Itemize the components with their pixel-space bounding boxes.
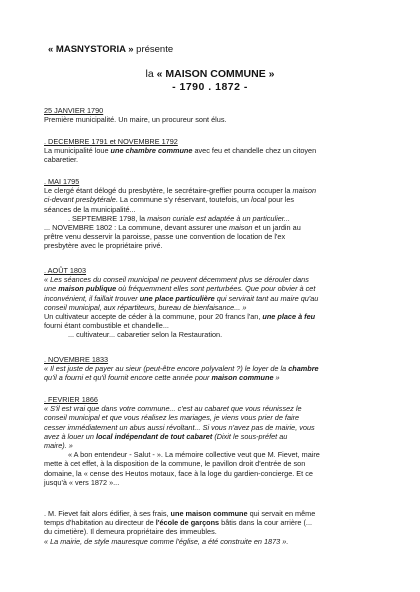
section-text: inconvénient, il faillait trouver xyxy=(44,293,140,303)
presenter-line xyxy=(48,44,173,55)
section-text: (Dixit le sous-préfet au xyxy=(212,431,288,441)
section-text: qui servirait tant au maire qu'au xyxy=(214,293,319,303)
section-text: prêtre venu desservir la paroisse, passe une convention de location de l'ex xyxy=(44,232,286,242)
section-emphasis: une place à feu xyxy=(262,312,316,322)
section-1833 xyxy=(44,355,389,383)
section-text: conseil municipal et que vous réalisez les mariages, je viens vous prier de faire xyxy=(44,413,300,423)
section-text: . M. Fievet fait alors édifier, à ses frais, xyxy=(44,509,171,518)
section-date: . NOVEMBRE 1833 xyxy=(44,355,109,364)
section-1873 xyxy=(44,509,389,546)
section-text: « S'il est vrai que dans votre commune... c'est au cabaret que vous réunissez le xyxy=(44,404,302,414)
section-text: « La mairie, de style mauresque comme l'église, a été construite en 1873 ». xyxy=(44,536,289,546)
section-emphasis: local xyxy=(251,195,267,205)
section-text: cesser immédiatement un abus aussi révoltant... Si vous n'avez pas de mairie, vous xyxy=(44,422,315,432)
section-text: conseil municipal, aux répartiteurs, bureau de bienfaisance... » xyxy=(44,302,247,312)
section-text: (peut-être encore polyvalent ?) xyxy=(143,364,243,374)
section-text: où fréquemment elles sont perturbées. Que pour obvier à cet xyxy=(116,284,316,294)
title-prefix: la xyxy=(145,68,157,80)
section-1866 xyxy=(44,395,389,487)
section-text: ... cultivateur... cabaretier selon la Restauration. xyxy=(68,330,223,340)
section-emphasis: maison curiale est adaptée à un particulier... xyxy=(147,213,291,223)
section-text: pour les xyxy=(266,195,295,205)
section-text: temps d'habitation au directeur de xyxy=(44,518,156,528)
section-emphasis: une chambre commune xyxy=(110,146,193,156)
section-text: . La commune s'y réservant, toutefois, un xyxy=(115,195,252,205)
section-text: du cimetière). Il demeura propriétaire des immeubles. xyxy=(44,527,217,537)
section-emphasis: l'école de garçons xyxy=(155,518,220,528)
section-text: presbytère avec le propriétaire privé. xyxy=(44,241,163,251)
section-text: mette à cet effet, à la disposition de la commune, le pavillon droit d'entrée de son xyxy=(44,459,306,469)
document-title xyxy=(0,68,420,80)
section-text: La municipalité loue xyxy=(44,146,111,156)
section-text: une xyxy=(44,284,59,294)
section-emphasis: local indépendant de tout cabaret xyxy=(95,431,213,441)
section-text: « A bon entendeur - Salut - ». La mémoire collective veut que M. Fievet, maire xyxy=(68,450,320,460)
section-text: avec feu et chandelle chez un citoyen xyxy=(192,146,317,156)
section-text: et un jardin au xyxy=(252,223,301,233)
section-date: . FEVRIER 1866 xyxy=(44,395,98,404)
section-text: jusqu'à « vers 1872 »... xyxy=(44,477,120,487)
section-date: . MAI 1795 xyxy=(44,177,80,186)
section-text: séances de la municipalité... xyxy=(44,204,136,214)
section-text: avez à louer un xyxy=(44,431,96,441)
section-date: 25 JANVIER 1790 xyxy=(44,106,104,115)
section-text: fourni étant combustible et chandelle... xyxy=(44,321,169,331)
title-main: « MAISON COMMUNE » xyxy=(156,68,275,80)
section-emphasis: maison publique xyxy=(58,284,117,294)
section-emphasis: ci-devant presbytérale xyxy=(44,195,116,205)
section-emphasis: chambre xyxy=(288,364,319,374)
section-text: Le clergé étant délogé du presbytère, le secrétaire-greffier pourra occuper la xyxy=(44,186,293,196)
section-date: . AOÛT 1803 xyxy=(44,266,87,275)
section-text: qu'il a fourni et qu'il fournit encore cette année pour xyxy=(44,373,212,383)
section-text: le loyer de la xyxy=(242,364,289,374)
section-emphasis: maison commune xyxy=(211,373,274,383)
document-years: - 1790 . 1872 - xyxy=(172,81,248,93)
section-text: qui servait en même xyxy=(247,509,316,518)
section-text: . SEPTEMBRE 1798, la xyxy=(68,213,148,223)
section-text: ... NOVEMBRE 1802 : La commune, devant assurer une xyxy=(44,223,229,233)
section-emphasis: maison xyxy=(292,186,317,196)
section-text: domaine, la « cense des Heutos motaux, face à la loge du gardien-concierge. Et ce xyxy=(44,468,313,478)
section-text: » xyxy=(273,373,280,383)
presenter-name: « MASNYSTORIA » xyxy=(48,44,134,55)
section-text: maire). » xyxy=(44,441,73,451)
section-text: Un cultivateur accepte de céder à la commune, pour 20 francs l'an, xyxy=(44,312,263,322)
section-text: cabaretier. xyxy=(44,155,79,165)
section-emphasis: une place particulière xyxy=(139,293,215,303)
section-text: « Les séances du conseil municipal ne peuvent décemment plus se dérouler dans xyxy=(44,275,309,285)
section-1803 xyxy=(44,266,389,340)
section-text: Première municipalité. Un maire, un procureur sont élus. xyxy=(44,115,227,125)
section-emphasis: une maison commune xyxy=(170,509,248,518)
section-text: « Il est juste de payer au sieur xyxy=(44,364,144,374)
presents-word: présente xyxy=(133,44,174,55)
section-1790 xyxy=(44,106,389,124)
section-emphasis: maison xyxy=(228,223,253,233)
section-text: bâtis dans la cour arrière (... xyxy=(219,518,312,528)
section-date: . DECEMBRE 1791 et NOVEMBRE 1792 xyxy=(44,137,178,146)
section-1791 xyxy=(44,137,389,165)
section-1795 xyxy=(44,177,389,251)
